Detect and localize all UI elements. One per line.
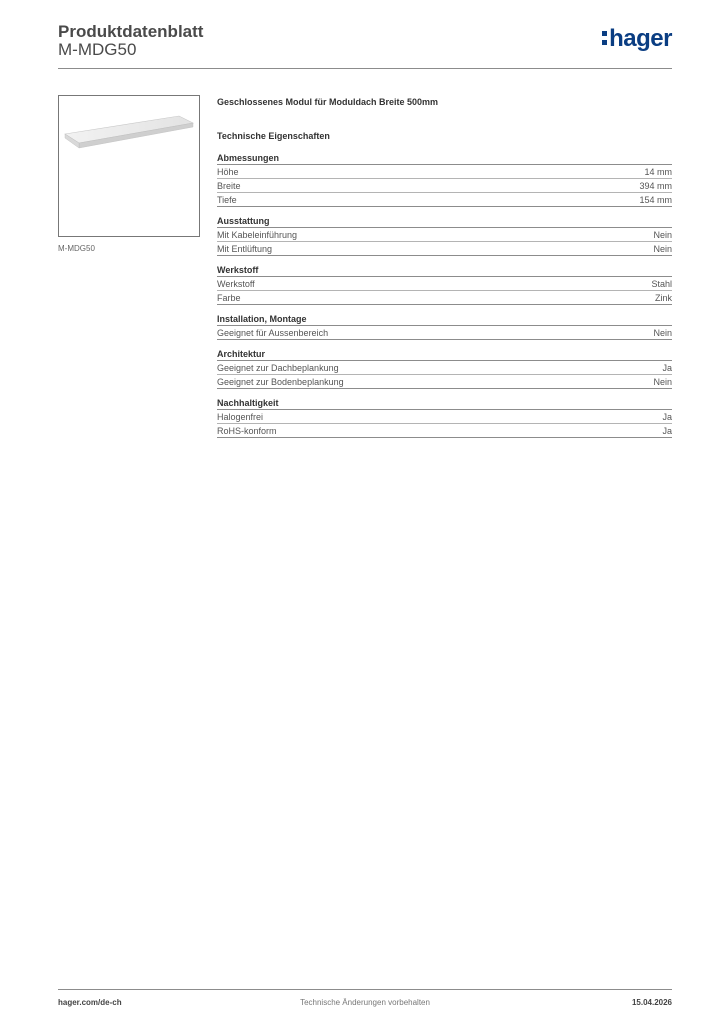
spec-row [217,375,672,389]
spec-label: Geeignet für Aussenbereich [217,328,329,338]
footer-date: 15.04.2026 [631,998,672,1007]
spec-label: Geeignet zur Bodenbeplankung [217,377,344,387]
spec-label: Halogenfrei [217,412,264,422]
spec-row [217,424,672,438]
spec-label: Werkstoff [217,279,255,289]
section-title: Installation, Montage [217,314,672,326]
spec-label: Geeignet zur Dachbeplankung [217,363,339,373]
section-werkstoff [217,265,672,305]
spec-row [217,228,672,242]
section-title: Ausstattung [217,216,672,228]
spec-value: Ja [662,363,672,373]
footer-notice: Technische Änderungen vorbehalten [300,998,430,1007]
spec-row [217,410,672,424]
spec-label: Tiefe [217,195,237,205]
section-title: Abmessungen [217,153,672,165]
spec-row [217,291,672,305]
spec-label: RoHS-konform [217,426,277,436]
logo-text: hager [609,25,672,52]
spec-label: Farbe [217,293,241,303]
page-footer [58,989,672,1012]
spec-row [217,277,672,291]
spec-value: Nein [653,244,672,254]
spec-row [217,242,672,256]
spec-value: Nein [653,377,672,387]
technical-properties-heading: Technische Eigenschaften [217,131,330,141]
spec-row [217,361,672,375]
section-title: Architektur [217,349,672,361]
section-abmessungen [217,153,672,207]
spec-value: Zink [654,293,672,303]
spec-value: Nein [653,328,672,338]
spec-label: Breite [217,181,241,191]
spec-label: Höhe [217,167,239,177]
document-subtitle: M-MDG50 [58,40,137,59]
section-ausstattung [217,216,672,256]
spec-value: 14 mm [644,167,672,177]
document-title: Produktdatenblatt [58,22,204,41]
section-title: Nachhaltigkeit [217,398,672,410]
footer-website-link[interactable]: hager.com/de-ch [58,998,122,1007]
spec-label: Mit Entlüftung [217,244,273,254]
spec-value: Ja [662,426,672,436]
logo-dots-icon [602,29,607,47]
product-panel-icon [59,96,199,236]
spec-row [217,326,672,340]
hager-logo [602,24,672,54]
section-title: Werkstoff [217,265,672,277]
spec-value: Ja [662,412,672,422]
section-nachhaltigkeit [217,398,672,438]
spec-content [217,96,672,438]
page-header [58,18,672,69]
product-image [58,95,200,237]
spec-row [217,193,672,207]
section-architektur [217,349,672,389]
spec-value: 154 mm [639,195,672,205]
spec-row [217,165,672,179]
section-installation-montage [217,314,672,340]
image-caption: M-MDG50 [58,244,95,253]
spec-value: Nein [653,230,672,240]
spec-row [217,179,672,193]
spec-label: Mit Kabeleinführung [217,230,298,240]
product-description: Geschlossenes Modul für Moduldach Breite 500mm [217,97,439,107]
spec-value: Stahl [651,279,672,289]
spec-value: 394 mm [639,181,672,191]
